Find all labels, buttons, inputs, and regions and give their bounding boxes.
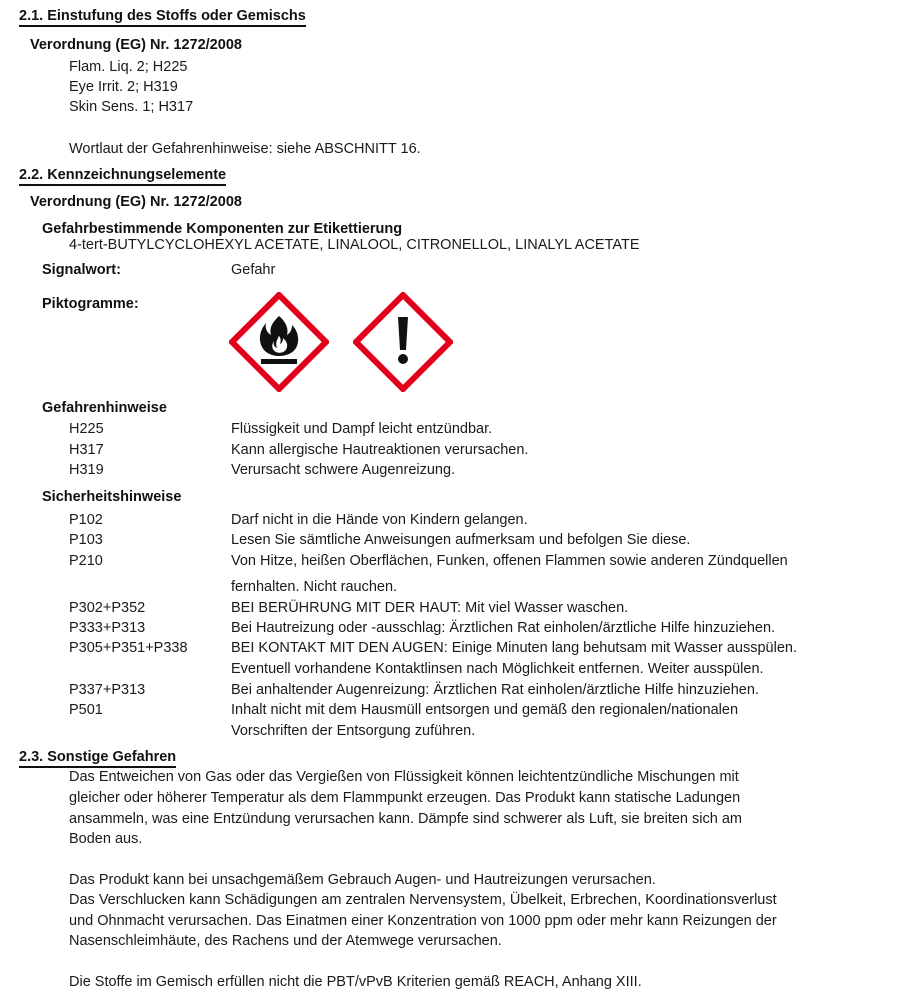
hazard-wording-note: Wortlaut der Gefahrenhinweise: siehe ABSCHNITT 16. <box>69 141 421 157</box>
signal-word-value: Gefahr <box>231 262 276 278</box>
signal-word-label: Signalwort: <box>42 262 121 278</box>
paragraph-line: Boden aus. <box>69 831 143 847</box>
hazard-text: Verursacht schwere Augenreizung. <box>231 462 456 478</box>
precaution-text-continued: Vorschriften der Entsorgung zuführen. <box>231 723 476 739</box>
section-2-3-heading: 2.3. Sonstige Gefahren <box>19 749 176 765</box>
precaution-code: P102 <box>69 512 103 528</box>
pictograms-label: Piktogramme: <box>42 296 139 312</box>
paragraph-line: Die Stoffe im Gemisch erfüllen nicht die PBT/vPvB Kriterien gemäß REACH, Anhang XIII. <box>69 974 642 990</box>
hazard-statements-label: Gefahrenhinweise <box>42 400 167 416</box>
hazard-code: H225 <box>69 421 104 437</box>
classification-item: Skin Sens. 1; H317 <box>69 99 194 115</box>
precaution-code: P333+P313 <box>69 620 146 636</box>
components-label: Gefahrbestimmende Komponenten zur Etikettierung <box>42 221 403 237</box>
precaution-text: BEI BERÜHRUNG MIT DER HAUT: Mit viel Wasser waschen. <box>231 600 629 616</box>
precaution-text: Bei Hautreizung oder -ausschlag: Ärztlichen Rat einholen/ärztliche Hilfe hinzuziehen. <box>231 620 776 636</box>
precaution-text: Bei anhaltender Augenreizung: Ärztlichen Rat einholen/ärztliche Hilfe hinzuziehen. <box>231 682 759 698</box>
paragraph-line: Das Produkt kann bei unsachgemäßem Gebrauch Augen- und Hautreizungen verursachen. <box>69 872 656 888</box>
paragraph-line: gleicher oder höherer Temperatur als dem Flammpunkt erzeugen. Das Produkt kann statische Ladungen <box>69 790 741 806</box>
precaution-code: P501 <box>69 702 103 718</box>
components-list: 4-tert-BUTYLCYCLOHEXYL ACETATE, LINALOOL, CITRONELLOL, LINALYL ACETATE <box>69 237 640 253</box>
precaution-text-continued: fernhalten. Nicht rauchen. <box>231 579 398 595</box>
section-2-2-heading: 2.2. Kennzeichnungselemente <box>19 167 226 183</box>
paragraph-line: Das Entweichen von Gas oder das Vergießen von Flüssigkeit können leichtentzündliche Mischungen mit <box>69 769 739 785</box>
flame-pictogram-icon <box>229 292 329 392</box>
precaution-text: Darf nicht in die Hände von Kindern gelangen. <box>231 512 528 528</box>
hazard-code: H317 <box>69 442 104 458</box>
precaution-text: Lesen Sie sämtliche Anweisungen aufmerksam und befolgen Sie diese. <box>231 532 691 548</box>
precaution-text-continued: Eventuell vorhandene Kontaktlinsen nach Möglichkeit entfernen. Weiter ausspülen. <box>231 661 764 677</box>
precaution-code: P210 <box>69 553 103 569</box>
precaution-text: BEI KONTAKT MIT DEN AUGEN: Einige Minuten lang behutsam mit Wasser ausspülen. <box>231 640 797 656</box>
precaution-text: Von Hitze, heißen Oberflächen, Funken, offenen Flammen sowie anderen Zündquellen <box>231 553 788 569</box>
regulation-label: Verordnung (EG) Nr. 1272/2008 <box>30 37 242 53</box>
precaution-code: P302+P352 <box>69 600 146 616</box>
precaution-code: P337+P313 <box>69 682 146 698</box>
hazard-code: H319 <box>69 462 104 478</box>
hazard-text: Flüssigkeit und Dampf leicht entzündbar. <box>231 421 493 437</box>
precaution-code: P305+P351+P338 <box>69 640 188 656</box>
precaution-code: P103 <box>69 532 103 548</box>
hazard-text: Kann allergische Hautreaktionen verursachen. <box>231 442 529 458</box>
paragraph-line: ansammeln, was eine Entzündung verursachen kann. Dämpfe sind schwerer als Luft, sie breiten sich am <box>69 811 742 827</box>
exclamation-mark-pictogram-icon <box>353 292 453 392</box>
paragraph-line: Nasenschleimhäute, des Rachens und der Atemwege verursachen. <box>69 933 502 949</box>
section-2-1-heading: 2.1. Einstufung des Stoffs oder Gemischs <box>19 8 306 24</box>
classification-item: Flam. Liq. 2; H225 <box>69 59 188 75</box>
classification-item: Eye Irrit. 2; H319 <box>69 79 178 95</box>
precautionary-statements-label: Sicherheitshinweise <box>42 489 182 505</box>
regulation-label: Verordnung (EG) Nr. 1272/2008 <box>30 194 242 210</box>
precaution-text: Inhalt nicht mit dem Hausmüll entsorgen und gemäß den regionalen/nationalen <box>231 702 739 718</box>
paragraph-line: Das Verschlucken kann Schädigungen am zentralen Nervensystem, Übelkeit, Erbrechen, Koordinationsverlust <box>69 892 777 908</box>
paragraph-line: und Ohnmacht verursachen. Das Einatmen einer Konzentration von 1000 ppm oder mehr kann Reizungen der <box>69 913 777 929</box>
